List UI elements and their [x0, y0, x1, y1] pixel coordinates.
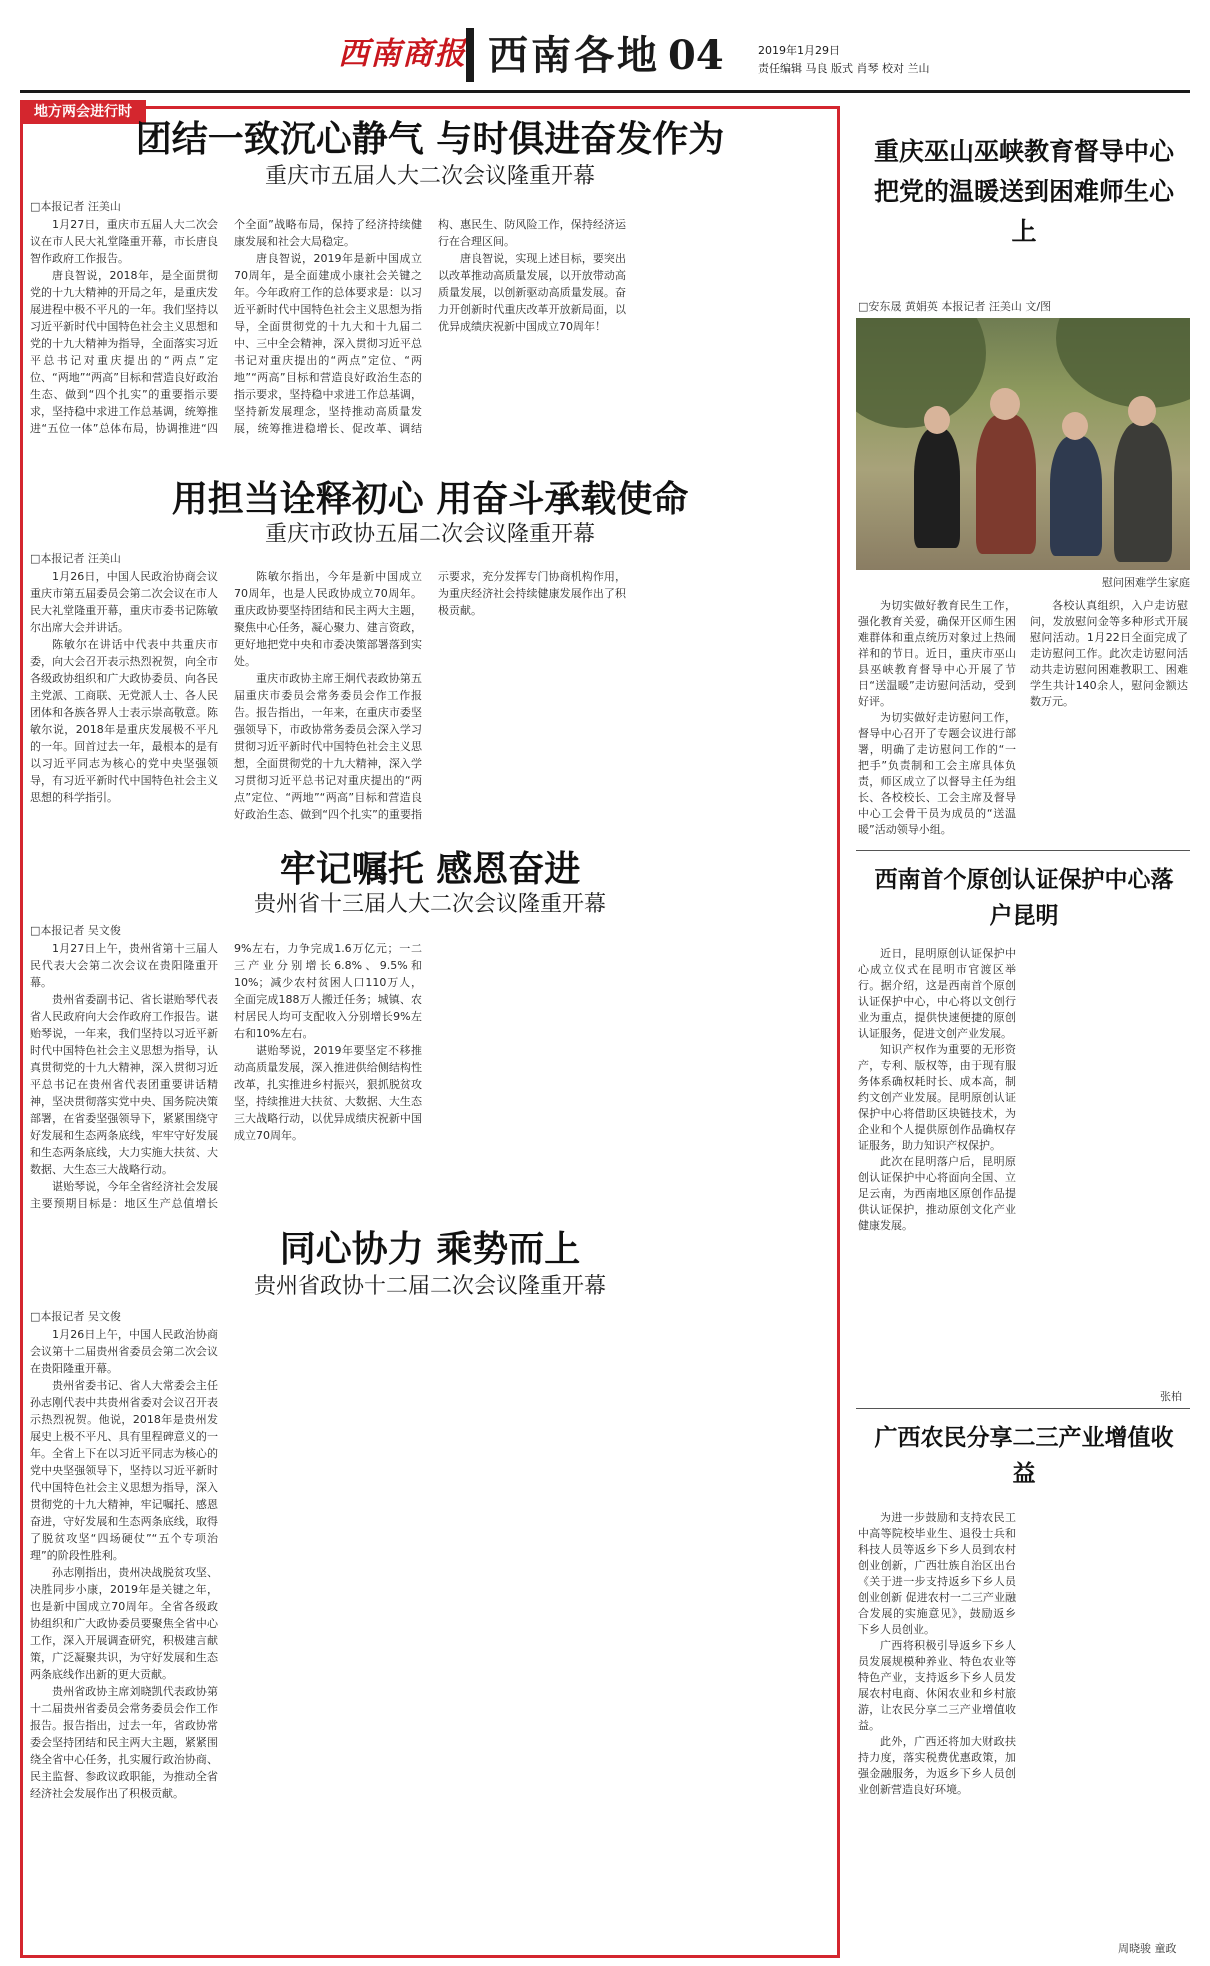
- page-number: 04: [668, 32, 724, 79]
- photo-figure-head: [1062, 412, 1088, 440]
- article-3-body: [30, 940, 830, 1218]
- photo-figure-head: [924, 406, 950, 434]
- article-2-paragraph: 重庆市政协主席王炯代表政协第五届重庆市委员会常务委员会作工作报告。报告指出，一年来，在重庆市委坚强领导下，市政协常务委员会深入学习贯彻习近平新时代中国特色社会主义思想，全面贯彻党的十九大精神，深入学习贯彻习近平总书记对重庆提出的“两点”定位、“两地”“两高”目标和营造良好政治生态、做到“四个扎实”的重要指示要求，充分发挥专门协商机构作用，为重庆经济社会持续健康发展作出了积极贡献。: [234, 570, 626, 821]
- column-tag: 地方两会进行时: [20, 100, 146, 124]
- photo-figure: [976, 414, 1036, 554]
- right-story-3-paragraph: 此外，广西还将加大财政扶持力度，落实税费优惠政策，加强金融服务，为返乡下乡人员创业创新营造良好环境。: [858, 1735, 1016, 1796]
- right-story-3-signature: 周晓骏 童政: [1118, 1942, 1177, 1955]
- article-3-headline: 牢记嘱托 感恩奋进: [279, 848, 581, 890]
- right-divider: [856, 850, 1190, 851]
- photo-figure-head: [1128, 396, 1156, 426]
- right-story-1-paragraph: 各校认真组织，入户走访慰问，发放慰问金等多种形式开展慰问活动。1月22日全面完成了走访慰问工作。此次走访慰问活动共走访慰问困难教职工、困难学生共计140余人，慰问金额达数万元。: [1030, 599, 1188, 708]
- article-4-body: [30, 1326, 830, 1946]
- right-story-3-title: 广西农民分享二三产业增值收益: [874, 1424, 1174, 1487]
- right-story-2-signature: 张柏: [1160, 1390, 1182, 1403]
- article-4-paragraph: 贵州省委书记、省人大常委会主任孙志刚代表中共贵州省委对会议召开表示热烈祝贺。他说，2018年是贵州发展史上极不平凡、具有里程碑意义的一年。全省上下在以习近平同志为核心的党中央坚强领导下，坚持以习近平新时代中国特色社会主义思想为指导，深入贯彻党的十九大精神，牢记嘱托、感恩奋进，守好发展和生态两条底线，取得了脱贫攻坚“四场硬仗”“五个专项治理”的阶段性胜利。: [30, 1379, 218, 1562]
- article-2-headline: 用担当诠释初心 用奋斗承载使命: [171, 478, 689, 520]
- photo-figure: [914, 428, 960, 548]
- article-1-subhead: 重庆市五届人大二次会议隆重开幕: [264, 164, 595, 189]
- right-story-1-body: [858, 598, 1188, 838]
- article-4-paragraph: 1月26日上午，中国人民政治协商会议第十二届贵州省委员会第二次会议在贵阳隆重开幕。: [30, 1328, 218, 1375]
- article-2-subhead: 重庆市政协五届二次会议隆重开幕: [264, 522, 595, 547]
- article-4-paragraph: 孙志刚指出，贵州决战脱贫攻坚、决胜同步小康，2019年是关键之年，也是新中国成立70周年。全省各级政协组织和广大政协委员要聚焦全省中心工作，深入开展调查研究，积极建言献策，广泛凝聚共识，为守好发展和生态两条底线作出新的更大贡献。: [30, 1566, 218, 1681]
- photo-figure: [1114, 422, 1172, 562]
- masthead: [0, 0, 1210, 92]
- article-3-subhead: 贵州省十三届人大二次会议隆重开幕: [253, 892, 606, 917]
- article-3-paragraph: 贵州省委副书记、省长谌贻琴代表省人民政府向大会作政府工作报告。谌贻琴说，一年来，我们坚持以习近平新时代中国特色社会主义思想为指导，认真贯彻党的十九大精神，深入贯彻习近平总书记在贵州省代表团重要讲话精神，坚决贯彻落实党中央、国务院决策部署，在省委坚强领导下，紧紧围绕守好发展和生态两条底线，牢牢守好发展和生态两条底线，大力实施大扶贫、大数据、大生态三大战略行动。: [30, 993, 218, 1176]
- section-title: 西南各地: [488, 32, 660, 79]
- right-divider: [856, 1408, 1190, 1409]
- right-story-3-paragraph: 广西将积极引导返乡下乡人员发展规模种养业、特色农业等特色产业，支持返乡下乡人员发展农村电商、休闲农业和乡村旅游，让农民分享二三产业增值收益。: [858, 1639, 1016, 1732]
- publication-date: 2019年1月29日: [758, 44, 840, 57]
- photo-foliage: [1056, 318, 1190, 408]
- right-story-2-title: 西南首个原创认证保护中心落户昆明: [874, 866, 1174, 929]
- article-4-paragraph: 贵州省政协主席刘晓凯代表政协第十二届贵州省委员会常务委员会作工作报告。报告指出，过去一年，省政协常委会坚持团结和民主两大主题，紧紧围绕全省中心任务，扎实履行政治协商、民主监督、参政议政职能，为推动全省经济社会发展作出了积极贡献。: [30, 1685, 218, 1800]
- right-story-3-paragraph: 为进一步鼓励和支持农民工中高等院校毕业生、退役士兵和科技人员等返乡下乡人员到农村创业创新，广西壮族自治区出台《关于进一步支持返乡下乡人员创业创新 促进农村一二三产业融合发展的实施意见》，鼓励返乡下乡人员创业。: [858, 1511, 1016, 1636]
- right-story-1-title: 重庆巫山巫峡教育督导中心把党的温暖送到困难师生心上: [873, 137, 1174, 246]
- photo-caption: 慰问困难学生家庭: [1102, 576, 1190, 589]
- article-3-byline: □本报记者 吴文俊: [30, 924, 121, 937]
- article-1-paragraph: 1月27日，重庆市五届人大二次会议在市人民大礼堂隆重开幕，市长唐良智作政府工作报告。: [30, 218, 218, 265]
- masthead-rule: [20, 90, 1190, 93]
- right-story-2-body: [858, 946, 1188, 1388]
- article-1-headline: 团结一致沉心静气 与时俱进奋发作为: [135, 118, 725, 160]
- right-story-1-byline: □安东晟 黄娟英 本报记者 汪美山 文/图: [858, 300, 1052, 313]
- photo-foliage: [856, 318, 986, 428]
- article-2-byline: □本报记者 汪美山: [30, 552, 121, 565]
- right-story-2-paragraph: 知识产权作为重要的无形资产，专利、版权等，由于现有服务体系确权耗时长、成本高，制约文创产业发展。昆明原创认证保护中心将借助区块链技术，为企业和个人提供原创作品确权存证服务，助力知识产权保护。: [858, 1043, 1016, 1152]
- photo-figure-head: [990, 388, 1020, 420]
- article-2-paragraph: 陈敏尔指出，今年是新中国成立70周年，也是人民政协成立70周年。重庆政协要坚持团结和民主两大主题，聚焦中心任务，凝心聚力、建言资政，更好地把党中央和市委决策部署落到实处。: [234, 570, 422, 668]
- article-4-headline: 同心协力 乘势而上: [279, 1228, 581, 1270]
- photo-figure: [1050, 436, 1102, 556]
- article-1-byline: □本报记者 汪美山: [30, 200, 121, 213]
- article-4-byline: □本报记者 吴文俊: [30, 1310, 121, 1323]
- article-2-body: [30, 568, 830, 838]
- news-photo: [856, 318, 1190, 570]
- article-3-paragraph: 谌贻琴说，2019年要坚定不移推动高质量发展，深入推进供给侧结构性改革，扎实推进乡村振兴，狠抓脱贫攻坚，持续推进大扶贫、大数据、大生态三大战略行动，以优异成绩庆祝新中国成立70周年。: [234, 1044, 422, 1142]
- article-1-paragraph: 唐良智说，2018年，是全面贯彻党的十九大精神的开局之年，是重庆发展进程中极不平凡的一年。我们坚持以习近平新时代中国特色社会主义思想和党的十九大精神为指导，全面落实习近平总书记对重庆提出的“两点”定位、“两地”“两高”目标和营造良好政治生态、做到“四个扎实”的重要指示要求，坚持稳中求进工作总基调，统筹推进“五位一体”总体布局，协调推进“四个全面”战略布局，保持了经济持续健康发展和社会大局稳定。: [30, 218, 422, 435]
- article-2-paragraph: 陈敏尔在讲话中代表中共重庆市委，向大会召开表示热烈祝贺，向全市各级政协组织和广大政协委员、向各民主党派、工商联、无党派人士、各人民团体和各族各界人士表示崇高敬意。陈敏尔说，2018年是重庆发展极不平凡的一年。回首过去一年，最根本的是有以习近平同志为核心的党中央坚强领导，有习近平新时代中国特色社会主义思想的科学指引。: [30, 638, 218, 804]
- article-1-paragraph: 唐良智说，实现上述目标，要突出以改革推动高质量发展，以开放带动高质量发展，以创新驱动高质量发展。奋力开创新时代重庆改革开放新局面，以优异成绩庆祝新中国成立70周年！: [438, 252, 626, 333]
- right-story-1-paragraph: 为切实做好走访慰问工作，督导中心召开了专题会议进行部署，明确了走访慰问工作的“一把手”负责制和工会主席具体负责，师区成立了以督导主任为组长、各校校长、工会主席及督导中心工会骨干员为成员的“送温暖”活动领导小组。: [858, 711, 1016, 836]
- article-3-paragraph: 1月27日上午，贵州省第十三届人民代表大会第二次会议在贵阳隆重开幕。: [30, 942, 218, 989]
- article-4-subhead: 贵州省政协十二届二次会议隆重开幕: [253, 1274, 606, 1299]
- right-story-1-paragraph: 为切实做好教育民生工作，强化教育关爱，确保开区师生困难群体和重点统历对象过上热闹祥和的节日。近日，重庆市巫山县巫峡教育督导中心开展了节日“送温暖”走访慰问活动，受到好评。: [858, 599, 1016, 708]
- article-1-paragraph: 唐良智说，2019年是新中国成立70周年，是全面建成小康社会关键之年。今年政府工作的总体要求是：以习近平新时代中国特色社会主义思想为指导，全面贯彻党的十九大和十九届二中、三中全会精神，深入贯彻习近平总书记对重庆提出的“两点”定位、“两地”“两高”目标和营造良好政治生态的指示要求，坚持稳中求进工作总基调，坚持新发展理念，坚持推动高质量发展，统筹推进稳增长、促改革、调结构、惠民生、防风险工作，保持经济运行在合理区间。: [234, 218, 626, 435]
- right-story-2-paragraph: 此次在昆明落户后，昆明原创认证保护中心将面向全国、立足云南，为西南地区原创作品提供认证保护，推动原创文化产业健康发展。: [858, 1155, 1016, 1232]
- masthead-divider: [466, 28, 474, 82]
- article-3-paragraph: 谌贻琴说，今年全省经济社会发展主要预期目标是：地区生产总值增长9%左右，力争完成1.6万亿元；一二三产业分别增长6.8%、9.5%和10%；减少农村贫困人口110万人，全面完成188万人搬迁任务；城镇、农村居民人均可支配收入分别增长9%左右和10%左右。: [30, 942, 422, 1210]
- article-2-paragraph: 1月26日，中国人民政治协商会议重庆市第五届委员会第二次会议在市人民大礼堂隆重开幕，重庆市委书记陈敏尔出席大会并讲话。: [30, 570, 218, 634]
- newspaper-logo: 西南商报: [338, 36, 466, 72]
- right-story-2-paragraph: 近日，昆明原创认证保护中心成立仪式在昆明市官渡区举行。据介绍，这是西南首个原创认证保护中心，中心将以文创行业为重点，提供快速便捷的原创认证服务，促进文创产业发展。: [858, 947, 1016, 1040]
- editor-credits: 责任编辑 马良 版式 肖琴 校对 兰山: [758, 62, 930, 75]
- article-1-body: [30, 216, 830, 466]
- right-story-3-body: [858, 1510, 1188, 1940]
